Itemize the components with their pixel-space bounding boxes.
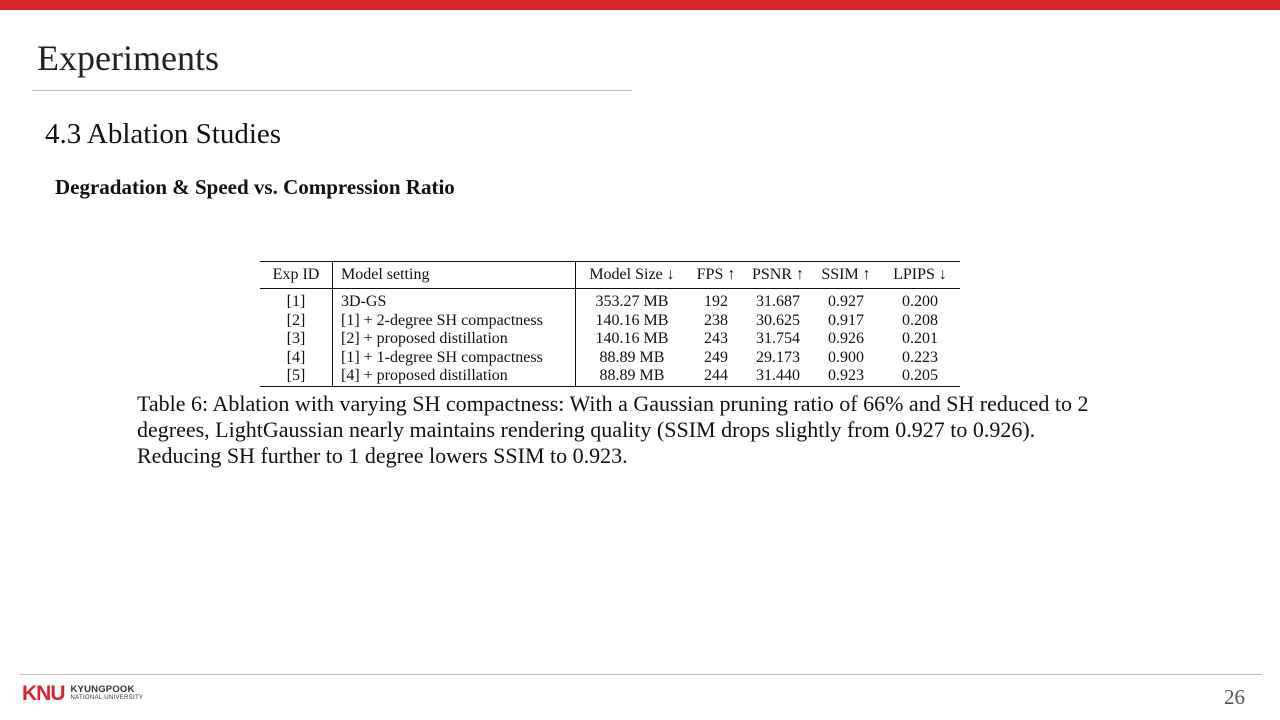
header-model-size: Model Size ↓ — [576, 262, 689, 289]
ablation-table — [260, 261, 960, 387]
cell-model-setting: 3D-GS — [333, 289, 576, 312]
top-accent-bar — [0, 0, 1280, 10]
cell-fps: 192 — [704, 293, 728, 311]
subheading: Degradation & Speed vs. Compression Ratio — [55, 175, 455, 199]
header-exp-id: Exp ID — [260, 262, 333, 289]
table-caption: Table 6: Ablation with varying SH compactness: With a Gaussian pruning ratio of 66% and SH reduced to 2 degrees, LightGaussian nearly maintains rendering quality (SSIM drops slightly from 0.927 to 0.926). Reducing SH further to 1 degree lowers SSIM to 0.923. — [137, 391, 1089, 468]
table-row — [260, 289, 960, 312]
cell-model-setting: [1] + 1-degree SH compactness — [333, 349, 576, 368]
cell-model-setting: [4] + proposed distillation — [333, 367, 576, 386]
cell-lpips: 0.200 — [902, 293, 938, 311]
table-row — [260, 312, 960, 331]
cell-fps: 238 — [704, 311, 728, 329]
cell-exp-id: [3] — [260, 330, 333, 349]
cell-model-size: 353.27 MB — [595, 293, 669, 311]
cell-fps: 243 — [704, 330, 728, 348]
cell-lpips: 0.205 — [902, 367, 938, 385]
page-number: 26 — [1224, 685, 1245, 709]
cell-lpips: 0.223 — [902, 348, 938, 366]
cell-lpips: 0.201 — [902, 330, 938, 348]
logo-name: KYUNGPOOK — [70, 684, 135, 695]
header-ssim: SSIM ↑ — [812, 262, 880, 289]
cell-psnr: 30.625 — [756, 311, 800, 329]
table-header-row — [260, 262, 960, 289]
footer-divider — [20, 674, 1262, 675]
university-logo — [22, 684, 143, 704]
section-heading: 4.3 Ablation Studies — [45, 118, 282, 150]
cell-ssim: 0.917 — [828, 311, 864, 329]
header-psnr: PSNR ↑ — [744, 262, 812, 289]
cell-psnr: 31.754 — [756, 330, 800, 348]
cell-model-size: 88.89 MB — [599, 367, 665, 385]
cell-exp-id: [4] — [260, 349, 333, 368]
table-row — [260, 349, 960, 368]
cell-exp-id: [1] — [260, 289, 333, 312]
table-row — [260, 330, 960, 349]
cell-psnr: 31.687 — [756, 293, 800, 311]
cell-fps: 249 — [704, 348, 728, 366]
header-lpips: LPIPS ↓ — [880, 262, 960, 289]
logo-text — [71, 685, 144, 703]
cell-ssim: 0.900 — [828, 348, 864, 366]
slide-title: Experiments — [37, 38, 219, 78]
cell-model-setting: [1] + 2-degree SH compactness — [333, 312, 576, 331]
title-divider — [32, 90, 632, 91]
cell-model-setting: [2] + proposed distillation — [333, 330, 576, 349]
knu-logo-mark: KNU — [22, 682, 65, 705]
cell-model-size: 140.16 MB — [595, 311, 669, 329]
cell-model-size: 140.16 MB — [595, 330, 669, 348]
cell-psnr: 29.173 — [756, 348, 800, 366]
cell-ssim: 0.926 — [828, 330, 864, 348]
logo-subname: NATIONAL UNIVERSITY — [70, 695, 144, 701]
cell-ssim: 0.927 — [828, 293, 864, 311]
cell-psnr: 31.440 — [756, 367, 800, 385]
header-fps: FPS ↑ — [688, 262, 744, 289]
cell-model-size: 88.89 MB — [599, 348, 665, 366]
cell-exp-id: [2] — [260, 312, 333, 331]
table-row — [260, 367, 960, 386]
cell-exp-id: [5] — [260, 367, 333, 386]
cell-ssim: 0.923 — [828, 367, 864, 385]
cell-lpips: 0.208 — [902, 311, 938, 329]
header-model-setting: Model setting — [333, 262, 576, 289]
cell-fps: 244 — [704, 367, 728, 385]
